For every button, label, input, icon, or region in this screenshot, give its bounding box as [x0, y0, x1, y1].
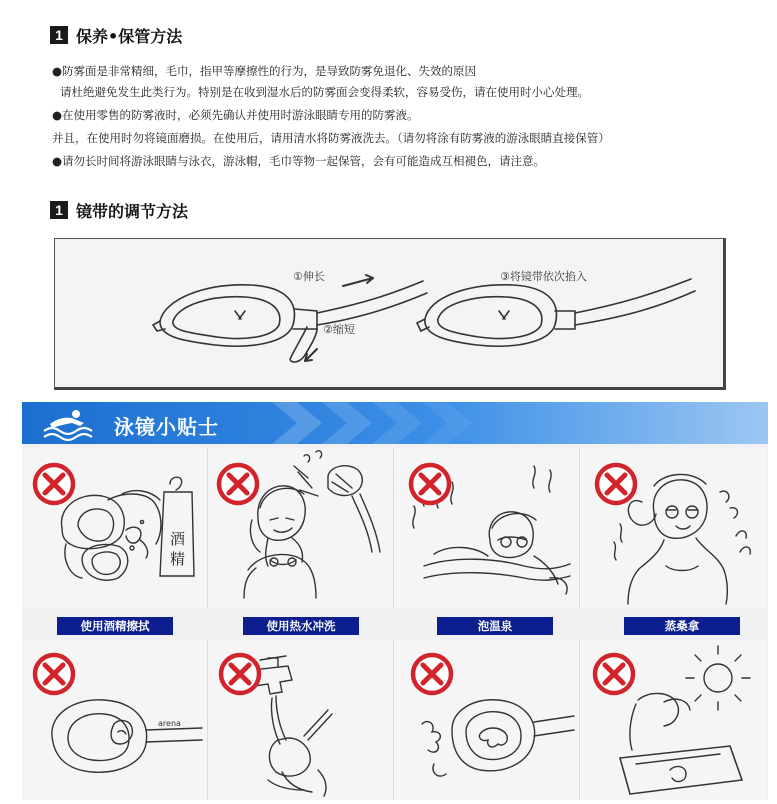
care-line-2: 请杜绝避免发生此类行为。特别是在收到湿水后的防雾面会变得柔软，容易受伤，请在使用时小心处理。: [60, 85, 589, 99]
tip-cell-sauna: [580, 448, 766, 608]
tip-cell-tap-water: [208, 640, 394, 800]
prohibited-x-icon: [221, 655, 259, 693]
tips-banner: [22, 402, 768, 444]
prohibited-x-icon: [595, 655, 633, 693]
prohibited-x-icon: [597, 465, 635, 503]
swimmer-wave-icon: [40, 406, 100, 442]
bottle-label-char-1: 酒: [170, 530, 186, 548]
tip-cell-hot-spring: [394, 448, 580, 608]
tip-cell-alcohol: [22, 448, 208, 608]
care-line-5: ●请勿长时间将游泳眼睛与泳衣，游泳帽，毛巾等物一起保管，会有可能造成互相褪色，请注意。: [52, 154, 546, 168]
sauna-illustration: [580, 448, 766, 608]
stretch-label: ①伸长: [293, 270, 325, 283]
goggles-strap-diagram: [55, 239, 723, 387]
section-number-badge: 1: [50, 26, 68, 44]
scratched-lens-illustration: [394, 640, 580, 800]
tip-cell-sun-storage: [580, 640, 766, 800]
lens-brand-text: arena: [158, 719, 181, 728]
strap-section-title: 镜带的调节方法: [76, 201, 189, 221]
prohibited-x-icon: [413, 655, 451, 693]
prohibited-x-icon: [35, 655, 73, 693]
insert-label: ③将镜带依次掐入: [500, 270, 587, 283]
care-section-header: [50, 25, 182, 45]
section-number-badge: 1: [50, 201, 68, 219]
tips-banner-title: 泳镜小贴士: [114, 415, 219, 439]
strap-diagram-box: [54, 238, 726, 390]
tip-caption-hot-spring: 泡温泉: [437, 617, 553, 635]
prohibited-x-icon: [411, 465, 449, 503]
care-line-4: 并且，在使用时勿将镜面磨损。在使用后，请用清水将防雾液洗去。（请勿将涂有防雾液的游泳眼睛直接保管）: [52, 131, 610, 145]
care-line-1: ●防雾面是非常精细，毛巾，指甲等摩擦性的行为，是导致防雾免退化、失效的原因: [52, 64, 477, 78]
hot-spring-illustration: [394, 448, 580, 608]
care-line-3: ●在使用零售的防雾液时，必须先确认并使用时游泳眼睛专用的防雾液。: [52, 108, 419, 122]
hot-water-illustration: [208, 448, 394, 608]
prohibited-x-icon: [35, 465, 73, 503]
touch-lens-illustration: [22, 640, 208, 800]
tip-cell-touch-lens: [22, 640, 208, 800]
shorten-label: ②缩短: [323, 323, 355, 336]
sun-storage-illustration: [580, 640, 766, 800]
alcohol-goggles-illustration: [22, 448, 208, 608]
prohibited-x-icon: [219, 465, 257, 503]
care-section-title: 保养•保管方法: [76, 26, 183, 46]
tip-cell-scratched-lens: [394, 640, 580, 800]
tip-caption-hot-water: 使用热水冲洗: [243, 617, 359, 635]
tap-water-illustration: [208, 640, 394, 800]
tip-caption-sauna: 蒸桑拿: [624, 617, 740, 635]
tip-cell-hot-water: [208, 448, 394, 608]
bottle-label-char-2: 精: [170, 550, 186, 568]
strap-section-header: [50, 200, 188, 220]
tip-caption-alcohol: 使用酒精擦拭: [57, 617, 173, 635]
